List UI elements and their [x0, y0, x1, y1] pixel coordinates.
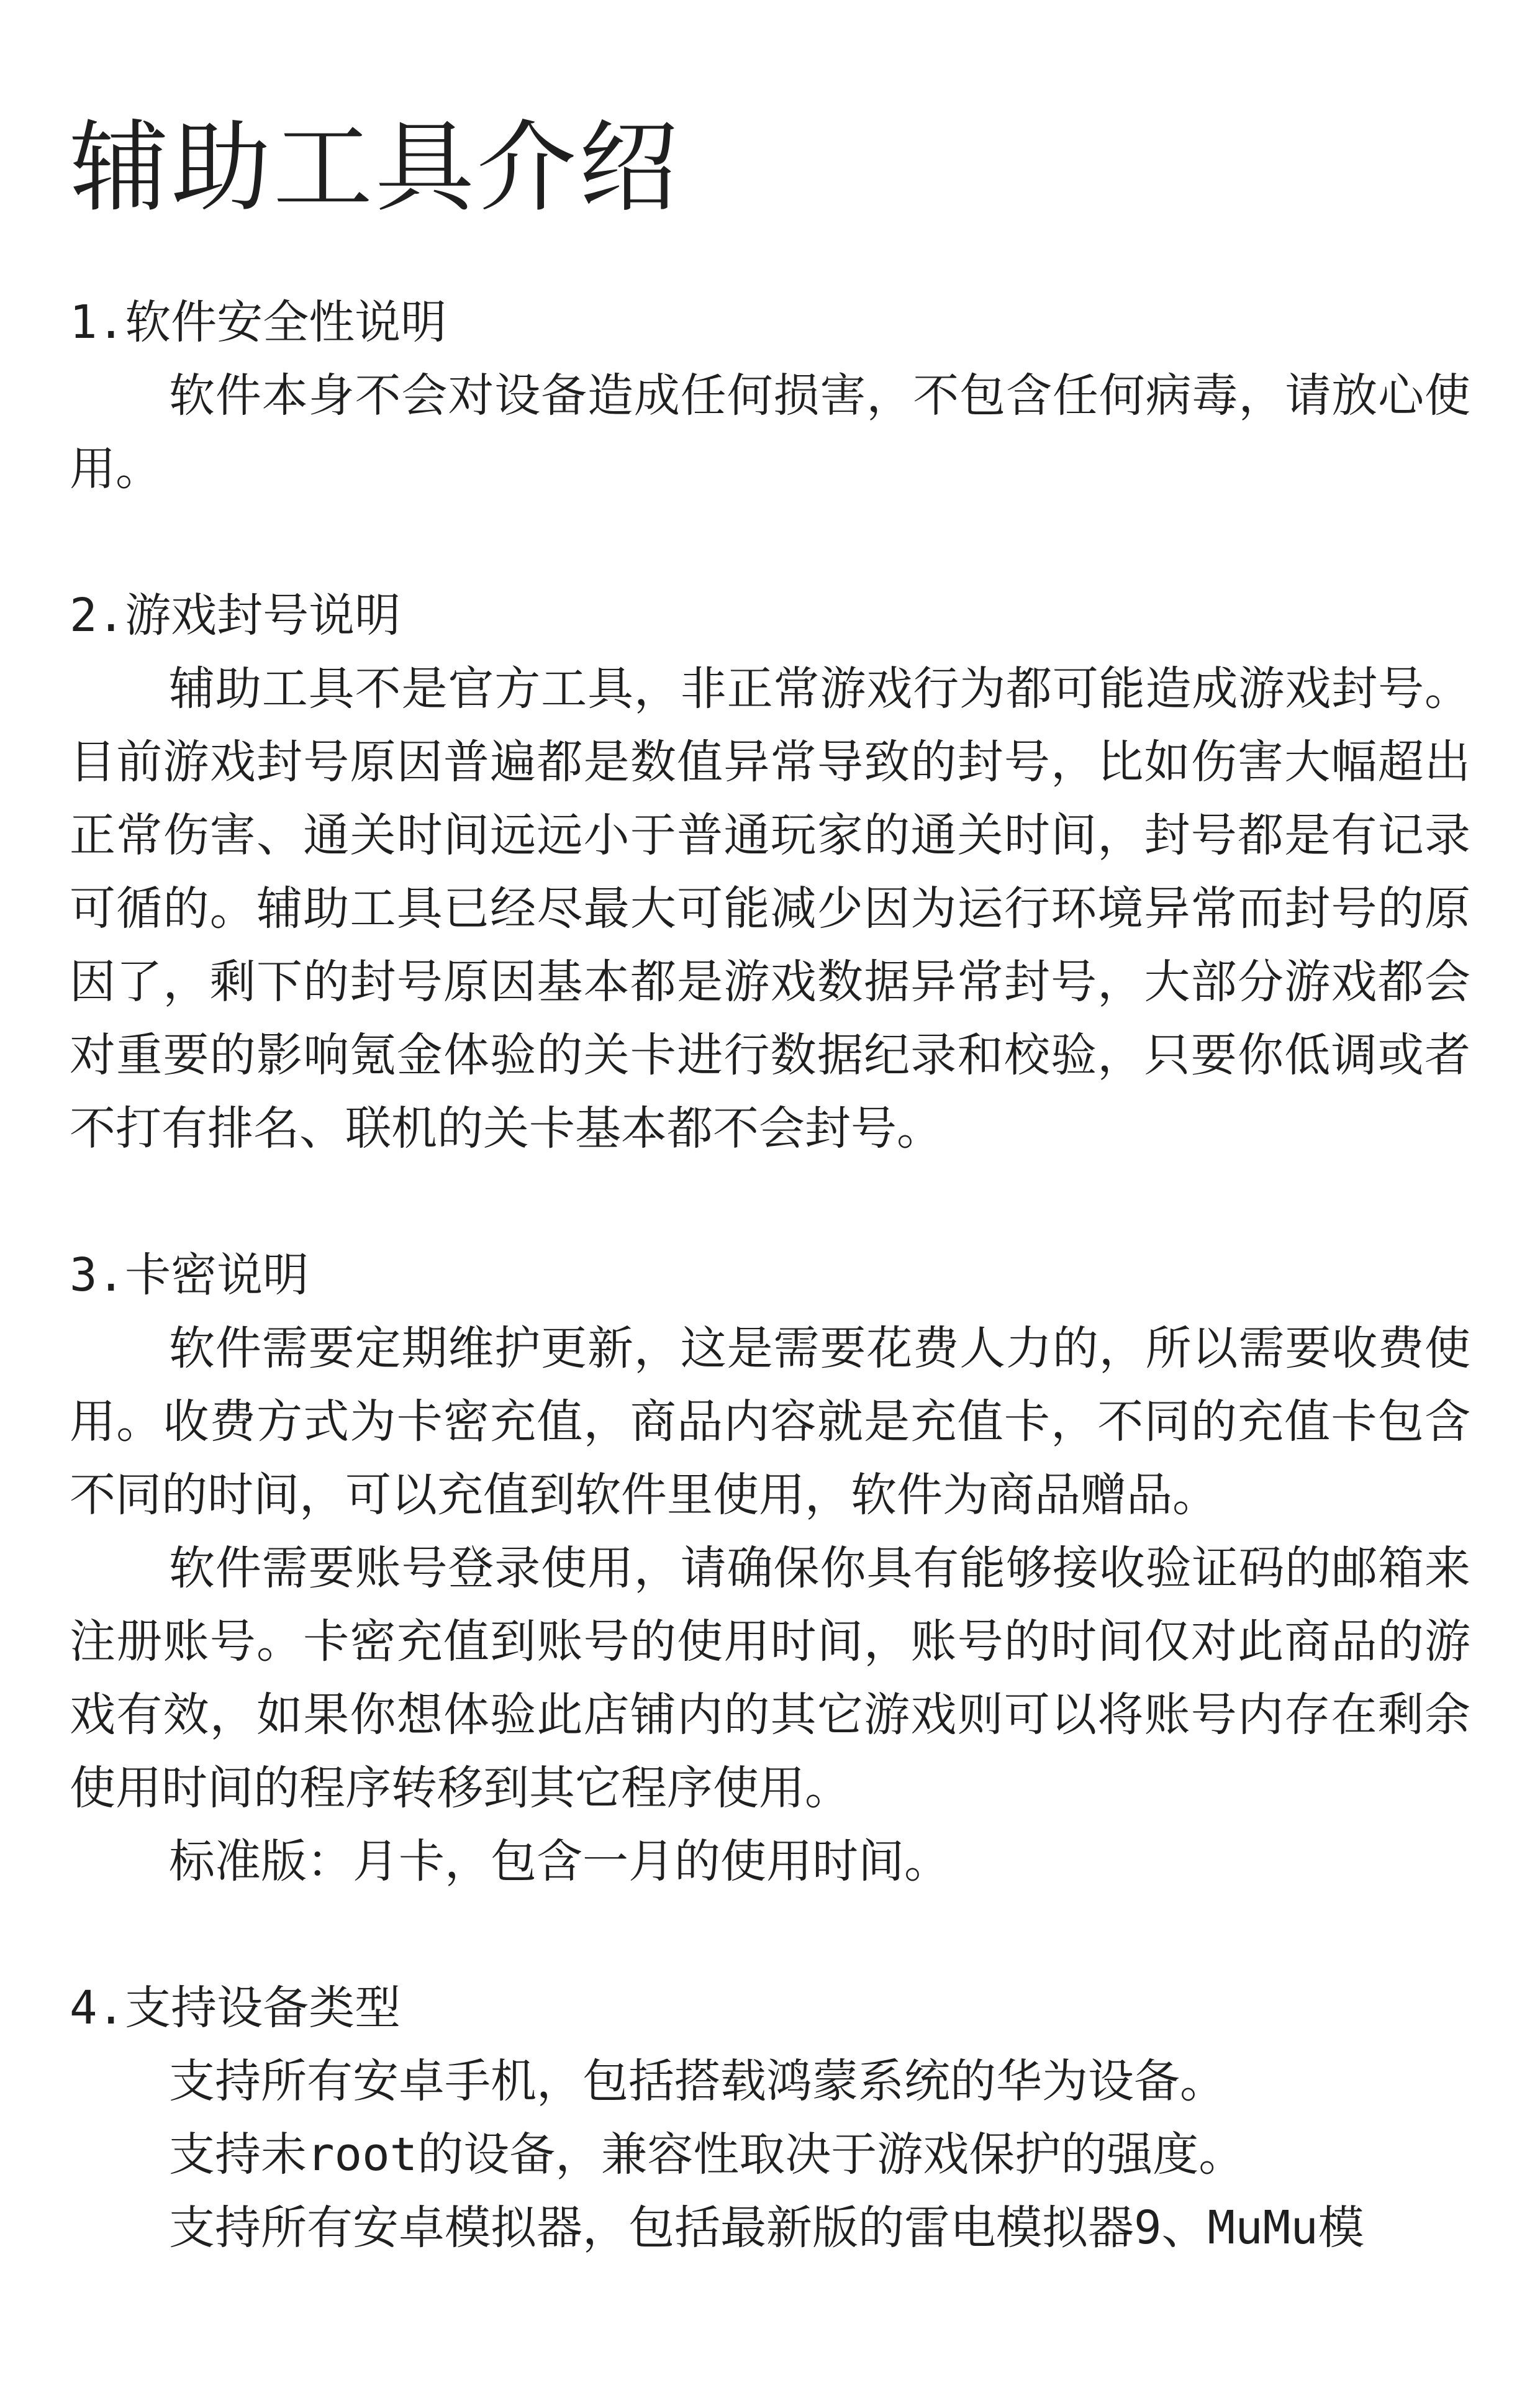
- section-supported-devices: [70, 1971, 1470, 2265]
- paragraph: 支持未root的设备，兼容性取决于游戏保护的强度。: [169, 2128, 1245, 2181]
- section-heading: 1.软件安全性说明: [70, 296, 447, 349]
- paragraph: 支持所有安卓手机，包括搭载鸿蒙系统的华为设备。: [169, 2055, 1226, 2108]
- page-title: 辅助工具介绍: [70, 109, 681, 225]
- section-heading: 4.支持设备类型: [70, 1981, 401, 2035]
- paragraph: 辅助工具不是官方工具，非正常游戏行为都可能造成游戏封号。目前游戏封号原因普遍都是数值异常导致的封号，比如伤害大幅超出正常伤害、通关时间远远小于普通玩家的通关时间，封号都是有记录可循的。辅助工具已经尽最大可能减少因为运行环境异常而封号的原因了，剩下的封号原因基本都是游戏数据异常封号，大部分游戏都会对重要的影响氪金体验的关卡进行数据纪录和校验，只要你低调或者不打有排名、联机的关卡基本都不会封号。: [70, 662, 1470, 1155]
- paragraph: 软件本身不会对设备造成任何损害，不包含任何病毒，请放心使用。: [70, 369, 1470, 496]
- section-ban-explanation: [70, 579, 1470, 1165]
- section-heading: 3.卡密说明: [70, 1248, 309, 1302]
- paragraph: 软件需要定期维护更新，这是需要花费人力的，所以需要收费使用。收费方式为卡密充值，商品内容就是充值卡，不同的充值卡包含不同的时间，可以充值到软件里使用，软件为商品赠品。: [70, 1322, 1470, 1522]
- document-body: [70, 286, 1470, 2338]
- section-software-safety: [70, 286, 1470, 506]
- section-heading: 2.游戏封号说明: [70, 589, 401, 642]
- paragraph: 支持所有安卓模拟器，包括最新版的雷电模拟器9、MuMu模: [169, 2201, 1364, 2255]
- section-card-key: [70, 1238, 1470, 1898]
- paragraph: 软件需要账号登录使用，请确保你具有能够接收验证码的邮箱来注册账号。卡密充值到账号的使用时间，账号的时间仅对此商品的游戏有效，如果你想体验此店铺内的其它游戏则可以将账号内存在剩余使用时间的程序转移到其它程序使用。: [70, 1542, 1470, 1815]
- paragraph: 标准版：月卡，包含一月的使用时间。: [169, 1835, 950, 1888]
